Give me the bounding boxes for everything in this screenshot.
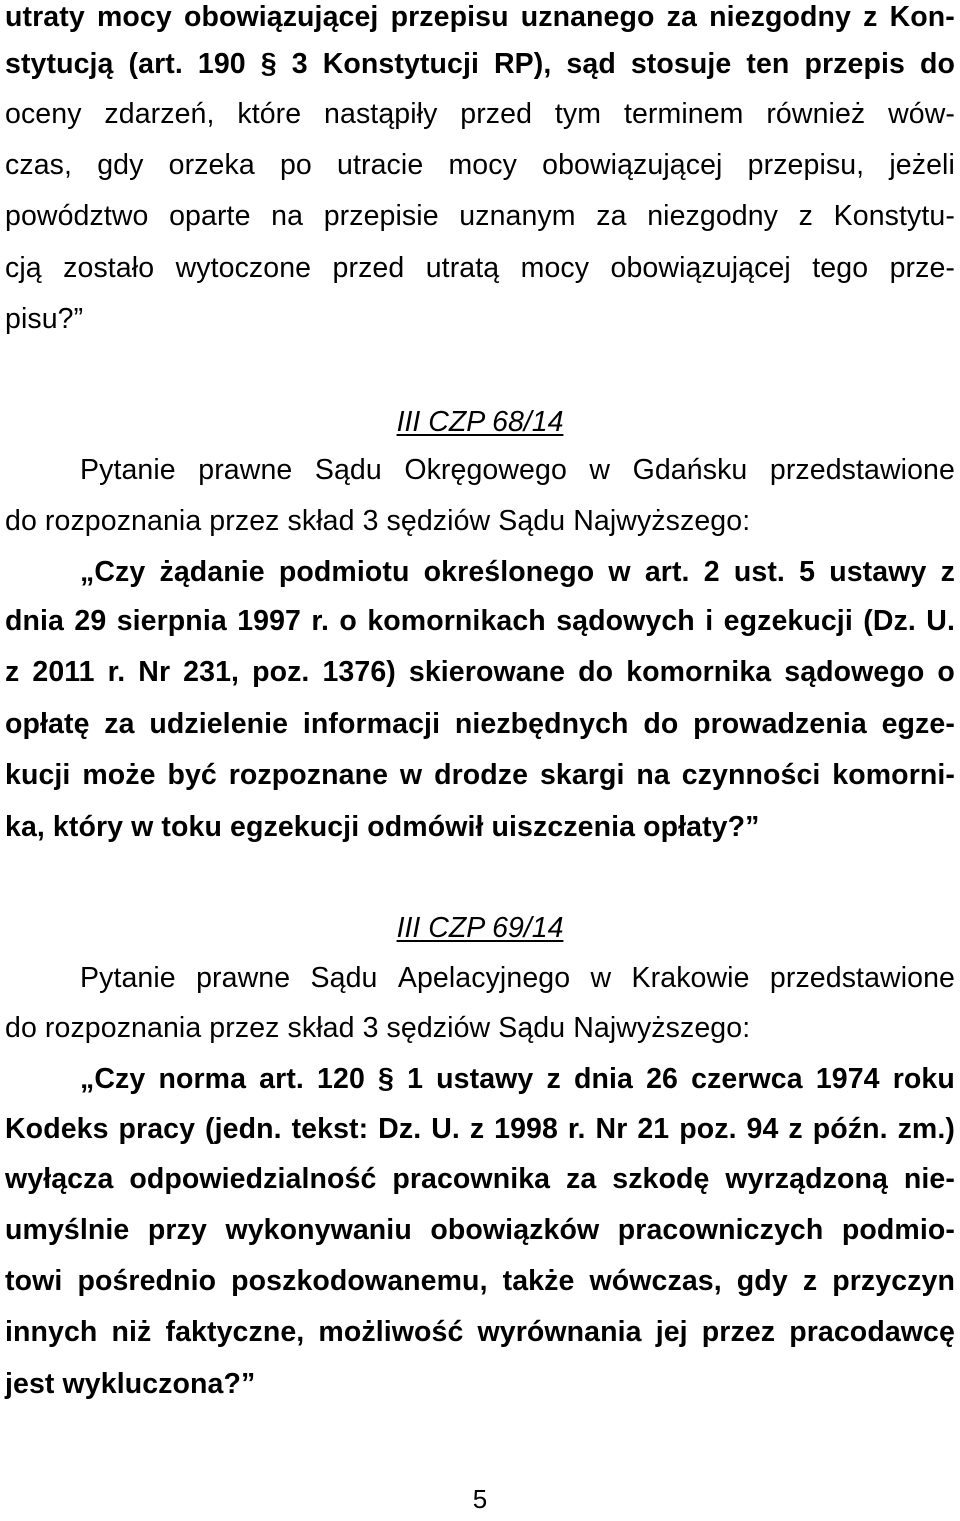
word: (jedn. [205, 1113, 282, 1145]
word: późn. [812, 1113, 888, 1145]
word: powództwo [5, 200, 149, 232]
word: do [578, 656, 614, 688]
word: terminem [623, 98, 744, 130]
word: za [104, 708, 135, 740]
word: również [766, 98, 866, 130]
word: czas, [5, 149, 73, 181]
word: jej [655, 1316, 688, 1348]
word: U. [926, 605, 955, 637]
word: tym [554, 98, 602, 130]
word: (art. [128, 48, 183, 80]
word: kucji [5, 759, 71, 791]
text-line [5, 0, 955, 34]
word: żądanie [159, 556, 265, 588]
word: 3 [291, 48, 308, 80]
word: r. [107, 656, 126, 688]
word: obowiązującej [542, 149, 723, 181]
word: mocy [520, 252, 590, 284]
word: pracodawcę [789, 1316, 955, 1348]
word: tekst: [291, 1113, 369, 1145]
word: (Dz. [863, 605, 916, 637]
word: przepisie [323, 200, 439, 232]
word: Nr [138, 656, 171, 688]
word: art. [644, 556, 690, 588]
word: za [666, 1, 697, 33]
question-line [5, 604, 955, 638]
word: Sądu [314, 454, 382, 486]
word: o [339, 605, 357, 637]
word: z [546, 1063, 561, 1095]
word: w [399, 759, 423, 791]
word: pracowniczych [617, 1214, 824, 1246]
word: 1 [407, 1063, 424, 1095]
word: niezgodny [709, 1, 851, 33]
word: podmiotu [278, 556, 410, 588]
word: może [82, 759, 156, 791]
word: w [608, 556, 631, 588]
word: 2011 [32, 656, 95, 688]
question-line [5, 707, 955, 741]
word: niezgodny [647, 200, 779, 232]
word: wytoczone [175, 252, 312, 284]
word: z [940, 556, 955, 588]
word: stytucją [5, 48, 114, 80]
word: wówczas, [589, 1265, 722, 1297]
page-number: 5 [472, 1484, 488, 1514]
word: przepisu, [747, 149, 865, 181]
word: r. [567, 1113, 586, 1145]
intro-line [80, 961, 955, 995]
word: obowiązującej [610, 252, 791, 284]
word: 26 [646, 1063, 678, 1095]
word: utratą [425, 252, 500, 284]
word: niż [111, 1316, 152, 1348]
word: utraty [5, 1, 85, 33]
word: prowadzenia [693, 708, 867, 740]
word: orzeka [168, 149, 255, 181]
word: sądowego [784, 656, 925, 688]
word: § [378, 1063, 394, 1095]
word: niezbędnych [454, 708, 629, 740]
word: gdy [736, 1265, 788, 1297]
word: 94 [746, 1113, 779, 1145]
text-line [5, 97, 955, 131]
word: poz. [252, 656, 310, 688]
word: zdarzeń, [104, 98, 215, 130]
word: ust. [733, 556, 785, 588]
word: Kon- [889, 1, 955, 33]
word: Pytanie [80, 962, 176, 994]
word: 1974 [815, 1063, 880, 1095]
word: dnia [5, 605, 64, 637]
word: w [589, 454, 611, 486]
word: także [502, 1265, 575, 1297]
word: poszkodowanemu, [231, 1265, 488, 1297]
word: egzekucji [723, 605, 853, 637]
word: utracie [337, 149, 424, 181]
word: „Czy [80, 556, 146, 588]
word: przepis [804, 48, 905, 80]
word: opłatę [5, 708, 90, 740]
word: 1376) [322, 656, 396, 688]
word: Gdańsku [632, 454, 748, 486]
word: ustawy [436, 1063, 534, 1095]
word: dnia [573, 1063, 633, 1095]
question-line [5, 1162, 955, 1196]
word: 1998 [494, 1113, 558, 1145]
word: udzielenie [149, 708, 289, 740]
word: oparte [169, 200, 251, 232]
word: z [798, 200, 814, 232]
word: przyczyn [832, 1265, 955, 1297]
word: egze- [881, 708, 955, 740]
word: prawne [196, 962, 291, 994]
text-line [5, 47, 955, 81]
word: zostało [63, 252, 155, 284]
word: Apelacyjnego [397, 962, 571, 994]
word: Okręgowego [404, 454, 567, 486]
word: szkodę [612, 1163, 710, 1195]
word: skargi [539, 759, 625, 791]
word: ten [746, 48, 790, 80]
case-signature-heading: III CZP 69/14 [396, 912, 564, 944]
word: czynności [681, 759, 821, 791]
word: art. [259, 1063, 304, 1095]
word: poz. [679, 1113, 737, 1145]
question-line [5, 1315, 955, 1349]
word: stosuje [630, 48, 732, 80]
word: uznanym [459, 200, 576, 232]
word: 29 [74, 605, 107, 637]
word: z [863, 1, 878, 33]
text-line: pisu?” [5, 303, 84, 335]
word: za [596, 200, 627, 232]
word: gdy [97, 149, 144, 181]
word: towi [5, 1265, 63, 1297]
word: Konstytu- [833, 200, 955, 232]
question-line: jest wykluczona?” [5, 1368, 256, 1400]
text-line [5, 199, 955, 233]
word: sąd [566, 48, 616, 80]
question-line [5, 1264, 955, 1298]
word: 21 [637, 1113, 670, 1145]
word: RP), [494, 48, 552, 80]
word: 190 [197, 48, 246, 80]
word: do [643, 708, 679, 740]
word: określonego [423, 556, 595, 588]
word: wów- [888, 98, 955, 130]
word: tego [812, 252, 869, 284]
word: Krakowie [631, 962, 750, 994]
question-line: ka, który w toku egzekucji odmówił uiszczenia opłaty?” [5, 811, 760, 843]
word: wyrządzoną [725, 1163, 888, 1195]
word: odpowiedzialność [129, 1163, 377, 1195]
word: faktyczne, [165, 1316, 305, 1348]
word: Dz. [378, 1113, 422, 1145]
word: przedstawione [769, 962, 955, 994]
word: innych [5, 1316, 98, 1348]
word: przez [701, 1316, 776, 1348]
word: do [919, 48, 955, 80]
word: Nr [595, 1113, 628, 1145]
word: 2 [703, 556, 720, 588]
question-line [5, 655, 955, 689]
word: informacji [302, 708, 441, 740]
word: „Czy [80, 1063, 146, 1095]
word: mocy [96, 1, 172, 33]
word: nastąpiły [324, 98, 438, 130]
word: zm.) [897, 1113, 955, 1145]
intro-line: do rozpoznania przez skład 3 sędziów Sądu Najwyższego: [5, 505, 751, 537]
word: wykonywaniu [225, 1214, 412, 1246]
word: sądowych [556, 605, 695, 637]
question-line [5, 1112, 955, 1146]
word: być [167, 759, 217, 791]
word: podmio- [841, 1214, 955, 1246]
question-line [80, 555, 955, 589]
text-line [5, 251, 955, 285]
word: skierowane [408, 656, 566, 688]
word: prze- [889, 252, 955, 284]
word: za [566, 1163, 597, 1195]
word: obowiązków [430, 1214, 600, 1246]
word: z [802, 1265, 818, 1297]
word: jeżeli [889, 149, 955, 181]
word: o [937, 656, 955, 688]
word: po [279, 149, 312, 181]
word: komornika [626, 656, 772, 688]
word: 5 [799, 556, 816, 588]
word: rozpoznane [228, 759, 389, 791]
word: roku [892, 1063, 955, 1095]
word: z [469, 1113, 485, 1145]
word: drodze [434, 759, 529, 791]
word: umyślnie [5, 1214, 130, 1246]
word: norma [158, 1063, 247, 1095]
word: przed [460, 98, 533, 130]
word: oceny [5, 98, 82, 130]
text-line [5, 148, 955, 182]
question-line [80, 1062, 955, 1096]
word: możliwość [318, 1316, 464, 1348]
word: wyrównania [477, 1316, 642, 1348]
word: r. [311, 605, 330, 637]
word: 120 [317, 1063, 365, 1095]
word: Pytanie [80, 454, 176, 486]
word: przy [147, 1214, 207, 1246]
word: obowiązującej [183, 1, 379, 33]
word: Konstytucji [322, 48, 479, 80]
intro-line [80, 453, 955, 487]
word: pracownika [392, 1163, 551, 1195]
word: sierpnia [116, 605, 227, 637]
word: na [271, 200, 304, 232]
word: komorni- [832, 759, 955, 791]
word: cją [5, 252, 42, 284]
word: w [590, 962, 612, 994]
word: nie- [903, 1163, 955, 1195]
word: komornikach [367, 605, 546, 637]
word: pracy [118, 1113, 196, 1145]
word: przepisu [390, 1, 509, 33]
word: przedstawione [769, 454, 955, 486]
intro-line: do rozpoznania przez skład 3 sędziów Sądu Najwyższego: [5, 1012, 751, 1044]
word: i [705, 605, 714, 637]
word: 1997 [237, 605, 301, 637]
word: wyłącza [5, 1163, 114, 1195]
word: Kodeks [5, 1113, 109, 1145]
word: przed [332, 252, 405, 284]
word: pośrednio [77, 1265, 217, 1297]
word: Sądu [310, 962, 378, 994]
word: uznanego [520, 1, 655, 33]
word: 231, [183, 656, 240, 688]
word: na [636, 759, 670, 791]
word: prawne [198, 454, 293, 486]
word: z [788, 1113, 803, 1145]
word: czerwca [691, 1063, 803, 1095]
word: które [237, 98, 302, 130]
word: U. [431, 1113, 460, 1145]
case-signature-heading: III CZP 68/14 [396, 406, 564, 438]
question-line [5, 758, 955, 792]
word: mocy [448, 149, 517, 181]
word: z [5, 656, 20, 688]
word: § [260, 48, 277, 80]
question-line [5, 1213, 955, 1247]
word: ustawy [829, 556, 927, 588]
